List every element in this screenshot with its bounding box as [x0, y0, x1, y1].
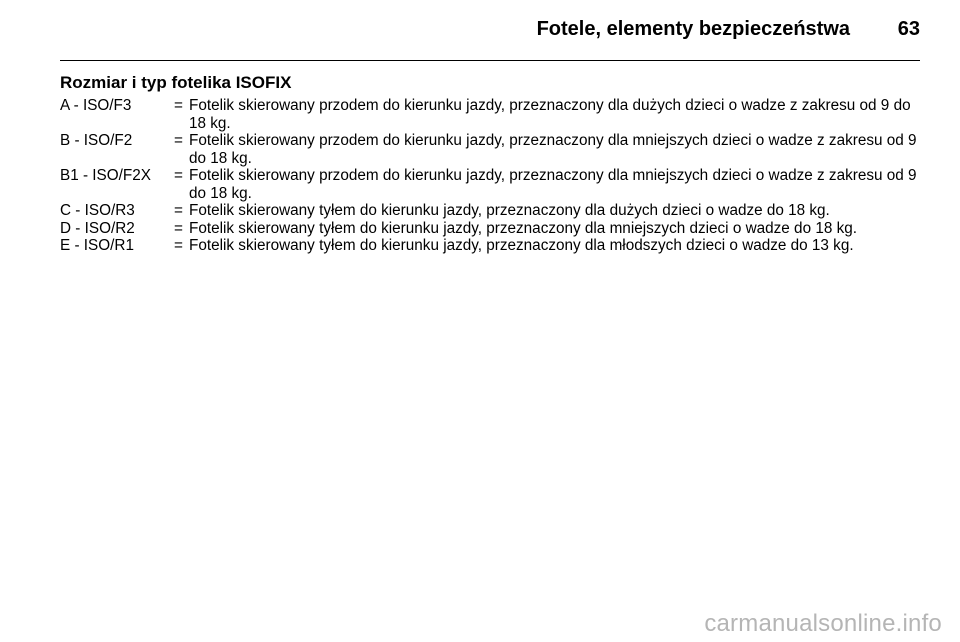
list-item [60, 132, 922, 167]
isofix-class-code: B - ISO/F2 [60, 132, 133, 149]
list-item [60, 237, 922, 255]
isofix-class-description: Fotelik skierowany przodem do kierunku jazdy, przeznaczony dla mniejszych dzieci o wadze z zakresu od 9 do 18 kg. [189, 167, 917, 202]
isofix-class-description: Fotelik skierowany tyłem do kierunku jazdy, przeznaczony dla mniejszych dzieci o wadze do 18 kg. [189, 219, 857, 237]
list-item [60, 167, 922, 202]
isofix-class-code: D - ISO/R2 [60, 219, 135, 237]
isofix-class-description: Fotelik skierowany tyłem do kierunku jazdy, przeznaczony dla dużych dzieci o wadze do 18 kg. [189, 202, 830, 219]
list-item [60, 97, 922, 132]
isofix-class-code: C - ISO/R3 [60, 202, 135, 219]
chapter-title: Fotele, elementy bezpieczeństwa [536, 18, 850, 40]
isofix-class-description: Fotelik skierowany przodem do kierunku jazdy, przeznaczony dla dużych dzieci o wadze z zakresu od 9 do 18 kg. [189, 97, 911, 132]
page-number: 63 [897, 18, 920, 40]
watermark-link[interactable]: carmanualsonline.info [704, 610, 942, 637]
list-item [60, 202, 922, 220]
section-title: Rozmiar i typ fotelika ISOFIX [60, 73, 292, 92]
isofix-size-list [60, 97, 922, 255]
isofix-class-description: Fotelik skierowany przodem do kierunku jazdy, przeznaczony dla mniejszych dzieci o wadze z zakresu od 9 do 18 kg. [189, 132, 917, 167]
equals-sign: = [174, 202, 183, 219]
equals-sign: = [174, 237, 183, 254]
header-divider [60, 60, 920, 61]
page-header [60, 12, 920, 58]
isofix-class-code: E - ISO/R1 [60, 237, 134, 254]
list-item [60, 220, 922, 238]
equals-sign: = [174, 132, 183, 149]
equals-sign: = [174, 167, 183, 184]
equals-sign: = [174, 97, 183, 114]
isofix-class-code: A - ISO/F3 [60, 97, 132, 114]
equals-sign: = [174, 219, 183, 237]
isofix-class-description: Fotelik skierowany tyłem do kierunku jazdy, przeznaczony dla młodszych dzieci o wadze do 13 kg. [189, 237, 854, 254]
isofix-class-code: B1 - ISO/F2X [60, 167, 151, 184]
